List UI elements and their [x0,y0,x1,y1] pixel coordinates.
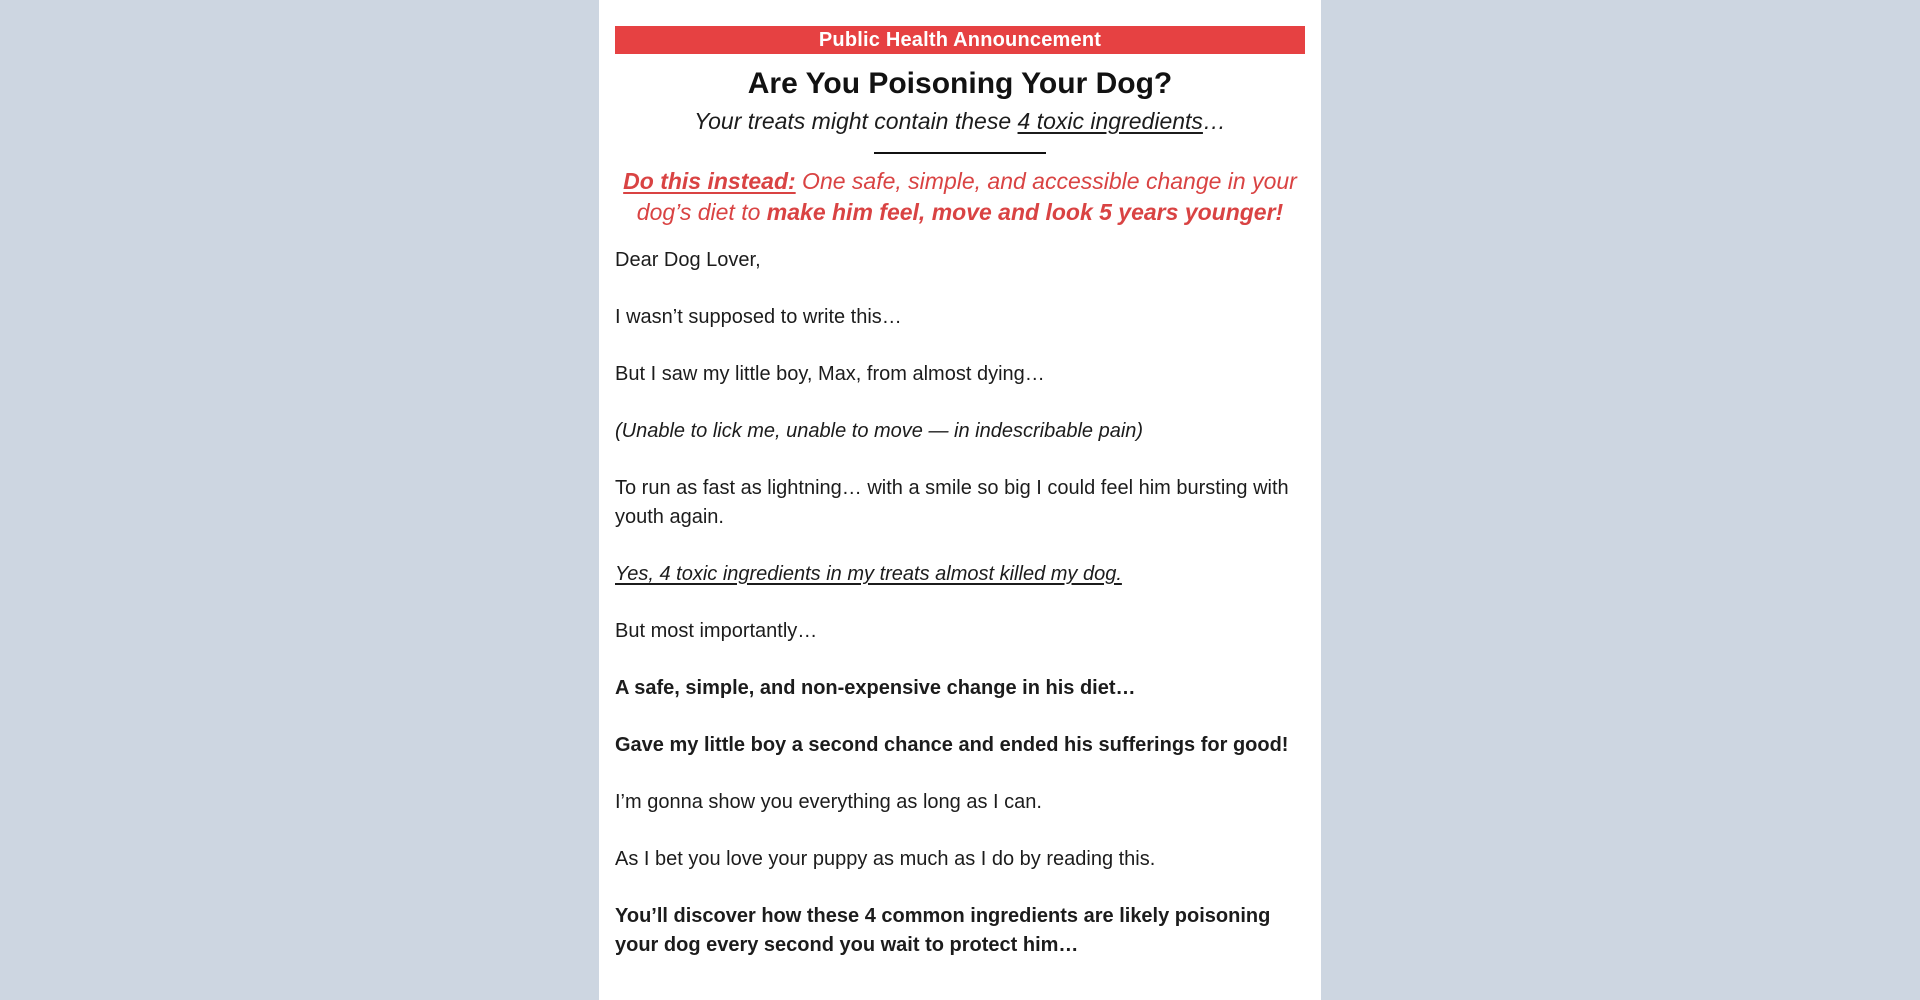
lead-text-bold: make him feel, move and look 5 years younger! [766,199,1284,225]
paragraph-salutation: Dear Dog Lover, [615,249,761,271]
paragraph-bold: A safe, simple, and non-expensive change in his diet… [615,677,1136,699]
paragraph: To run as fast as lightning… with a smile so big I could feel him bursting with youth again. [615,477,1289,528]
subtitle-prefix: Your treats might contain these [694,108,1018,134]
sales-page-content [599,0,1321,1000]
subtitle-ellipsis: … [1202,108,1226,134]
subtitle-underlined-phrase: 4 toxic ingredients [1017,108,1203,134]
letter-body [615,246,1305,960]
paragraph: I wasn’t supposed to write this… [615,306,902,328]
paragraph-bold: Gave my little boy a second chance and ended his sufferings for good! [615,734,1289,756]
page-title: Are You Poisoning Your Dog? [747,67,1173,100]
public-health-announcement-banner: Public Health Announcement [615,26,1305,54]
lead-text-regular: One safe, simple, and accessible change in your dog’s diet to [636,168,1297,225]
section-divider [874,152,1046,154]
paragraph: I’m gonna show you everything as long as I can. [615,791,1042,813]
page-subtitle [615,106,1305,136]
lead-label: Do this instead: [623,168,796,194]
paragraph: But I saw my little boy, Max, from almost dying… [615,363,1045,385]
paragraph: But most importantly… [615,620,818,642]
paragraph: As I bet you love your puppy as much as I do by reading this. [615,848,1156,870]
paragraph-italic-underlined: Yes, 4 toxic ingredients in my treats almost killed my dog. [615,563,1122,585]
paragraph-italic: (Unable to lick me, unable to move — in indescribable pain) [615,420,1144,442]
lead-callout [615,166,1305,228]
paragraph-bold: You’ll discover how these 4 common ingredients are likely poisoning your dog every second you wait to protect him… [615,905,1271,956]
